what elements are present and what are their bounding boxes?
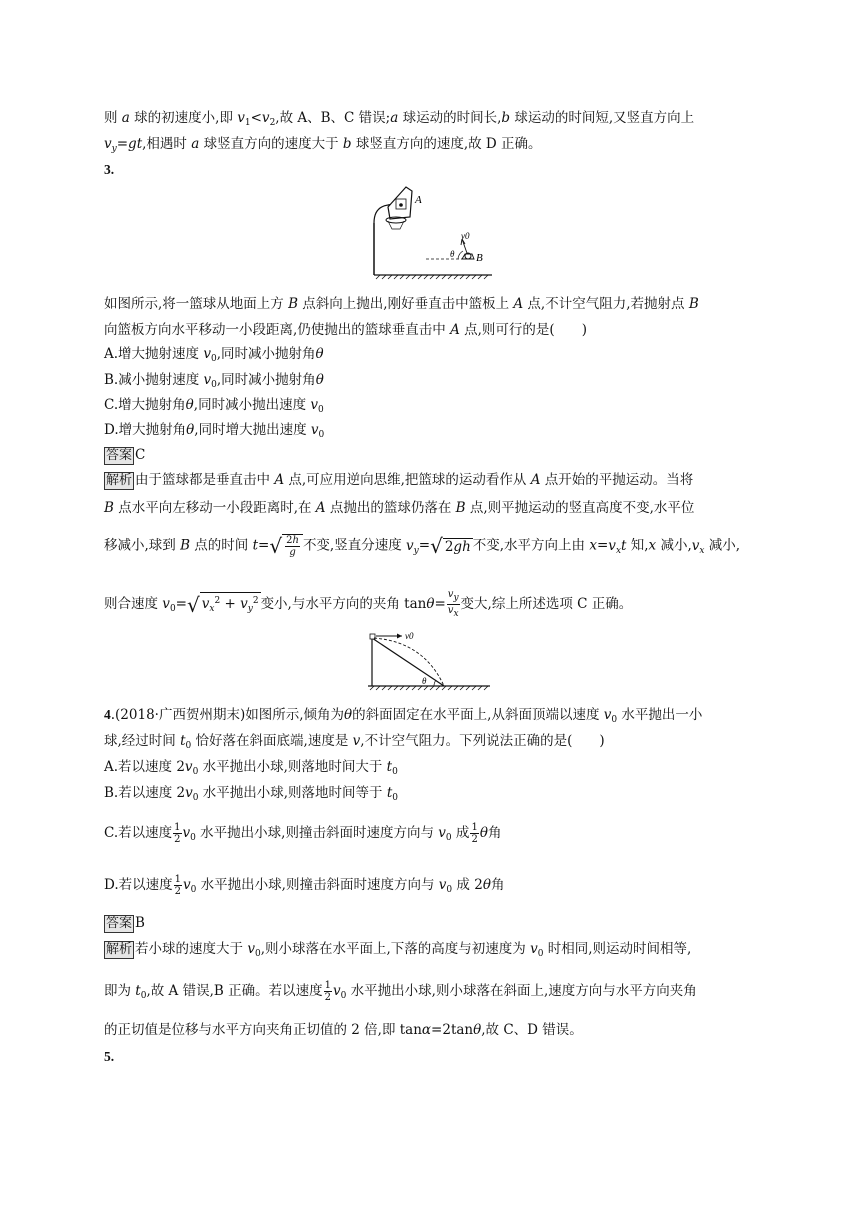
q3-analysis-line-2: B 点水平向左移动一小段距离时,在 A 点抛出的篮球仍落在 B 点,则平抛运动的竖直高度不变,水平位 xyxy=(104,500,695,516)
q4-analysis-line-1: 解析 若小球的速度大于 $v_0$,则小球落在水平面上,下落的高度与初速度为 $v_0$ 时相同,则运动时间相等, xyxy=(106,941,692,959)
label-theta: θ xyxy=(422,676,427,686)
label-theta: θ xyxy=(450,249,455,259)
answer-tag: 答案 xyxy=(106,916,133,931)
slope-figure xyxy=(364,630,494,692)
question-3-number: 3. xyxy=(104,162,115,177)
q3-stem-line-2: 向篮板方向水平移动一小段距离,仍使抛出的篮球垂直击中 A 点,则可行的是( ) xyxy=(104,322,587,338)
q4-analysis-line-2: 即为 $t_0$,故 A 错误,B 正确。若以速度 $\frac{1}{2}$ $v_0$ 水平抛出小球,则小球落在斜面上,速度方向与水平方向夹角 xyxy=(104,980,697,1003)
q3-answer xyxy=(104,445,145,465)
basketball-figure xyxy=(366,183,496,283)
q4-answer xyxy=(104,913,145,933)
q3-analysis-line-1: 解析 由于篮球都是垂直击中 A 点,可应用逆向思维,把篮球的运动看作从 A 点开始的平抛运动。当将 xyxy=(106,472,694,488)
q4-stem-line-1: 4.(2018·广西贺州期末)如图所示,倾角为θ的斜面固定在水平面上,从斜面顶端以速度 $v_0$ 水平抛出一小 xyxy=(104,707,703,725)
q4-option-b[interactable]: B.若以速度 $2v_0$ 水平抛出小球,则落地时间等于 $t_0$ xyxy=(104,785,399,803)
q3-option-d[interactable]: D.增大抛射角θ,同时增大抛出速度 $v_0$ xyxy=(104,422,325,440)
prev-analysis-line-2: $v_y=gt$,相遇时 a 球竖直方向的速度大于 b 球竖直方向的速度,故 D 正确。 xyxy=(104,136,542,154)
label-B: B xyxy=(476,252,483,264)
q4-option-a[interactable]: A.若以速度 $2v_0$ 水平抛出小球,则落地时间大于 $t_0$ xyxy=(104,759,398,777)
q3-option-b[interactable]: B.减小抛射速度 $v_0$,同时减小抛射角θ xyxy=(104,372,324,390)
answer-tag: 答案 xyxy=(106,448,133,463)
q3-option-a[interactable]: A.增大抛射速度 $v_0$,同时减小抛射角θ xyxy=(104,346,324,364)
question-5-number: 5. xyxy=(104,1049,115,1064)
q4-answer-value: B xyxy=(135,915,145,931)
q3-analysis-line-3: 移减小,球到 B 点的时间 t= √ $\frac{2h}{g}$ 不变,竖直分速度 $v_y=$ √ 2gh 不变,水平方向上由 $x=v_xt$ 知,x 减小$,v_x$ 减小, xyxy=(104,534,741,558)
label-A: A xyxy=(415,194,422,206)
label-v0: v0 xyxy=(405,631,414,641)
q3-analysis-line-4: 则合速度 $v_0=$ √ $v_x^2 + v_y^2$ 变小,与水平方向的夹角 tanθ= $\frac{v_y}{v_x}$ 变大,综上所述选项 C 正确。 xyxy=(104,589,633,619)
analysis-tag: 解析 xyxy=(106,473,133,488)
analysis-tag: 解析 xyxy=(106,942,133,957)
q3-answer-value: C xyxy=(135,447,146,463)
q4-option-c[interactable]: C.若以速度 $\frac{1}{2}$ $v_0$ 水平抛出小球,则撞击斜面时速度方向与 $v_0$ 成 $\frac{1}{2}$ θ角 xyxy=(104,822,502,845)
q3-stem-line-1: 如图所示,将一篮球从地面上方 B 点斜向上抛出,刚好垂直击中篮板上 A 点,不计空气阻力,若抛射点 B xyxy=(104,296,699,312)
q3-option-c[interactable]: C.增大抛射角θ,同时减小抛出速度 $v_0$ xyxy=(104,397,324,415)
q4-analysis-line-3: 的正切值是位移与水平方向夹角正切值的 2 倍,即 tanα=2tanθ,故 C、D 错误。 xyxy=(104,1022,583,1038)
label-v0: v0 xyxy=(461,231,470,241)
prev-analysis-line-1: 则 a 球的初速度小,即 $v_1<v_2$,故 A、B、C 错误;a 球运动的时间长,b 球运动的时间短,又竖直方向上 xyxy=(104,110,695,128)
q4-stem-line-2: 球,经过时间 $t_0$ 恰好落在斜面底端,速度是 v,不计空气阻力。下列说法正确的是( ) xyxy=(104,733,605,751)
q4-option-d[interactable]: D.若以速度 $\frac{1}{2}$ $v_0$ 水平抛出小球,则撞击斜面时速度方向与 $v_0$ 成 2θ角 xyxy=(104,874,505,897)
